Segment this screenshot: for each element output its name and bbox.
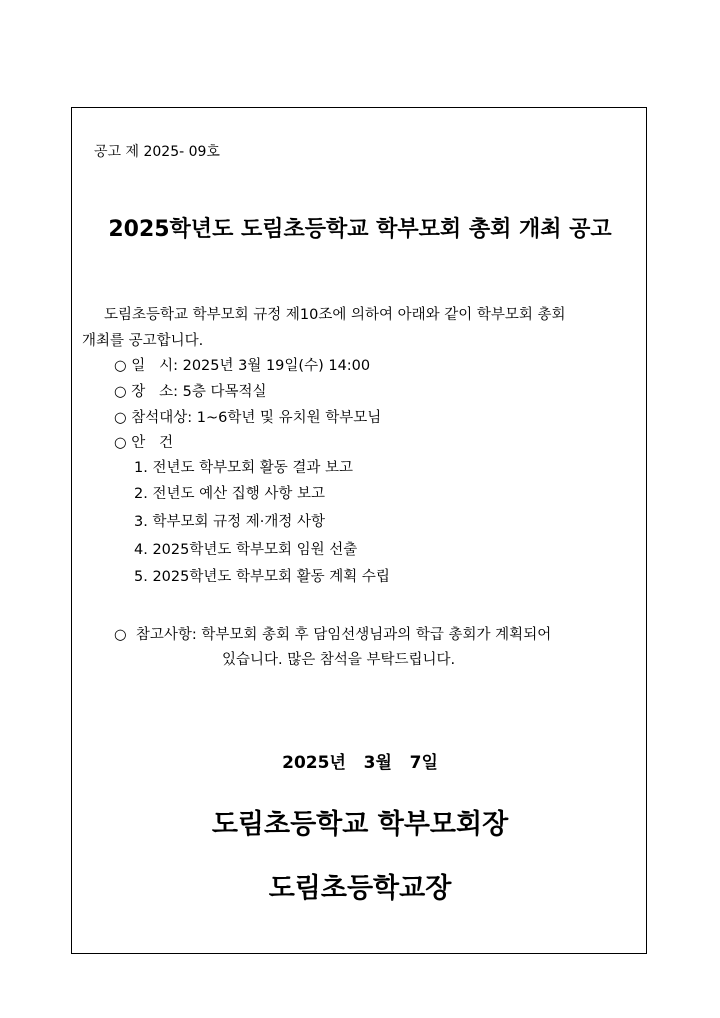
issue-date: 2025년 3월 7일: [282, 753, 438, 773]
reference-line-2: 있습니다. 많은 참석을 부탁드립니다.: [222, 652, 456, 668]
agenda-item-2: 2. 전년도 예산 집행 사항 보고: [134, 486, 325, 502]
signatory-parents-president: 도림초등학교 학부모회장: [211, 809, 509, 840]
signatory-principal: 도림초등학교장: [268, 873, 452, 904]
reference-line-1: ○ 참고사항: 학부모회 총회 후 담임선생님과의 학급 총회가 계획되어: [114, 627, 552, 643]
item-place: ○ 장 소: 5층 다목적실: [114, 384, 267, 400]
intro-line-2: 개최를 공고합니다.: [82, 333, 204, 349]
notice-number: 공고 제 2025- 09호: [94, 144, 220, 160]
agenda-item-3: 3. 학부모회 규정 제·개정 사항: [134, 514, 325, 530]
agenda-item-1: 1. 전년도 학부모회 활동 결과 보고: [134, 460, 353, 476]
document-title: 2025학년도 도림초등학교 학부모회 총회 개최 공고: [108, 217, 612, 242]
item-target: ○ 참석대상: 1~6학년 및 유치원 학부모님: [114, 410, 382, 426]
item-date: ○ 일 시: 2025년 3월 19일(수) 14:00: [114, 358, 371, 374]
intro-line-1: 도림초등학교 학부모회 규정 제10조에 의하여 아래와 같이 학부모회 총회: [104, 307, 566, 323]
item-agenda: ○ 안 건: [114, 435, 174, 451]
agenda-item-4: 4. 2025학년도 학부모회 임원 선출: [134, 542, 358, 558]
agenda-item-5: 5. 2025학년도 학부모회 활동 계획 수립: [134, 569, 390, 585]
